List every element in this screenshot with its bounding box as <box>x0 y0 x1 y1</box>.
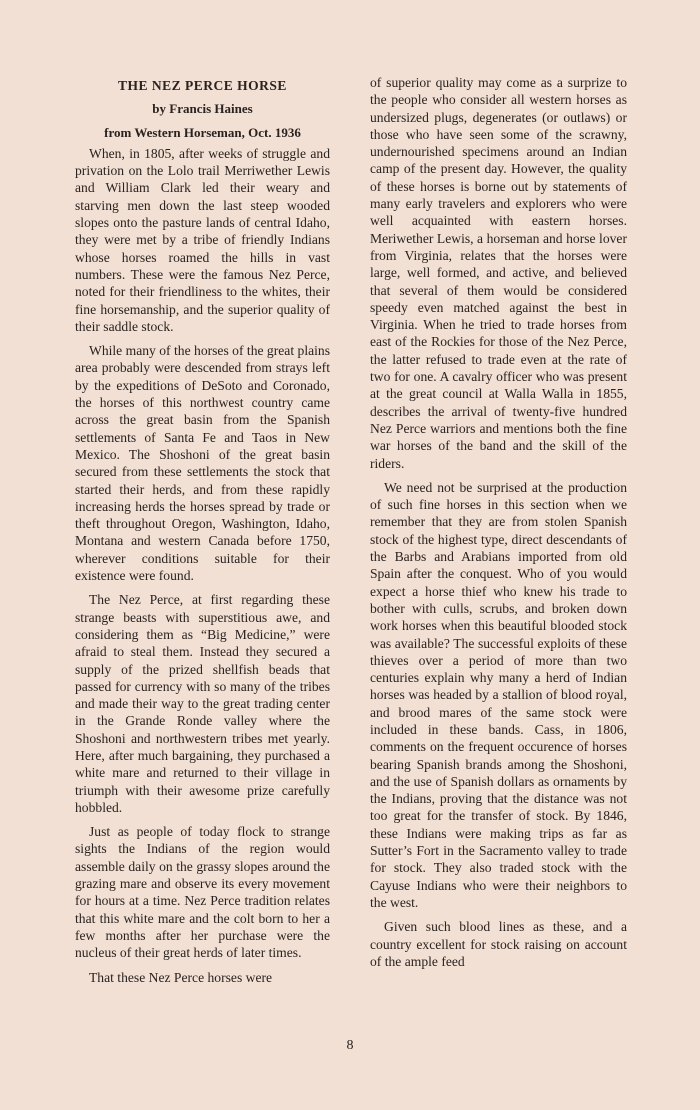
article-source: from Western Horseman, Oct. 1936 <box>104 124 301 140</box>
article-title: THE NEZ PERCE HORSE <box>118 78 287 93</box>
paragraph: Just as people of today flock to strange sights the Indians of the region would assemble daily on the grassy slopes around the grazing mare and observe its every movement for hours at a time. Nez Perce tradition relates that this white mare and the colt born to her a few months after her purchase were the nucleus of their great herds of later times. <box>75 824 330 961</box>
paragraph: We need not be surprised at the production of such fine horses in this section when we remember that they are from stolen Spanish stock of the highest type, direct descendants of the Barbs and Arabians imported from old Spain after the conquest. Who of you would expect a horse thief who knew his trade to bother with culls, scrubs, and broken down work horses when this beautiful blooded stock was available? The successful exploits of these thieves over a period of more than two centuries explain why many a herd of Indian horses was headed by a stallion of blood royal, and brood mares of the same stock were included in these bands. Cass, in 1806, comments on the frequent occurence of horses bearing Spanish brands among the Shoshoni, and the use of Spanish dollars as ornaments by the Indians, proving that the distance was not too great for the transfer of stock. By 1846, these Indians were making trips as far as Sutter’s Fort in the Sacramento valley to trade for stock. They also traded stock with the Cayuse Indians who were their neighbors to the west. <box>370 479 627 910</box>
page-number: 8 <box>346 1038 354 1053</box>
paragraph: When, in 1805, after weeks of struggle and privation on the Lolo trail Merriwether Lewis and William Clark led their weary and starving men down the last steep wooded slopes onto the pasture lands of central Idaho, they were met by a tribe of friendly Indians whose horses roamed the hills in vast numbers. These were the famous Nez Perce, noted for their friendliness to the whites, their fine horsemanship, and the superior quality of their saddle stock. <box>75 145 330 334</box>
right-column <box>370 74 627 977</box>
paragraph: Given such blood lines as these, and a country excellent for stock raising on account of the ample feed <box>370 919 627 969</box>
paragraph: The Nez Perce, at first regarding these strange beasts with superstitious awe, and considering them as “Big Medicine,” were afraid to steal them. Instead they secured a supply of the prized shellfish beads that passed for currency with so many of the tribes and made their way to the great trading center in the Grande Ronde valley where the Shoshoni and northwestern tribes met yearly. Here, after much bargaining, they purchased a white mare and returned to their village in triumph with their awesome prize carefully hobbled. <box>75 592 330 815</box>
article-byline: by Francis Haines <box>152 101 253 117</box>
left-column <box>75 74 330 993</box>
paragraph: That these Nez Perce horses were <box>89 969 273 985</box>
paragraph: While many of the horses of the great plains area probably were descended from strays left by the expeditions of DeSoto and Coronado, the horses of this northwest country came across the great basin from the Spanish settlements of Santa Fe and Taos in New Mexico. The Shoshoni of the great basin secured from these settlements the stock that started their herds, and from these rapidly increasing herds the horses spread by trade or theft throughout Oregon, Washington, Idaho, Montana and western Canada before 1750, wherever conditions suitable for their existence were found. <box>75 343 330 584</box>
paragraph-continued: of superior quality may come as a surprize to the people who consider all western horses as undersized plugs, degenerates (or outlaws) or those who have seen some of the scrawny, undernourished specimens around an Indian camp of the present day. However, the quality of these horses is borne out by statements of many early travelers and explorers who were well acquainted with eastern horses. Meriwether Lewis, a horseman and horse lover from Virginia, relates that the horses were large, well formed, and active, and believed that several of them would be considered speedy even matched against the best in Virginia. When he tried to trade horses from east of the Rockies for those of the Nez Perce, the latter refused to trade even at the rate of two for one. A cavalry officer who was present at the great council at Walla Walla in 1855, describes the arrival of twenty-five hundred Nez Perce warriors and mentions both the fine war horses of the band and the skill of the riders. <box>370 75 627 471</box>
